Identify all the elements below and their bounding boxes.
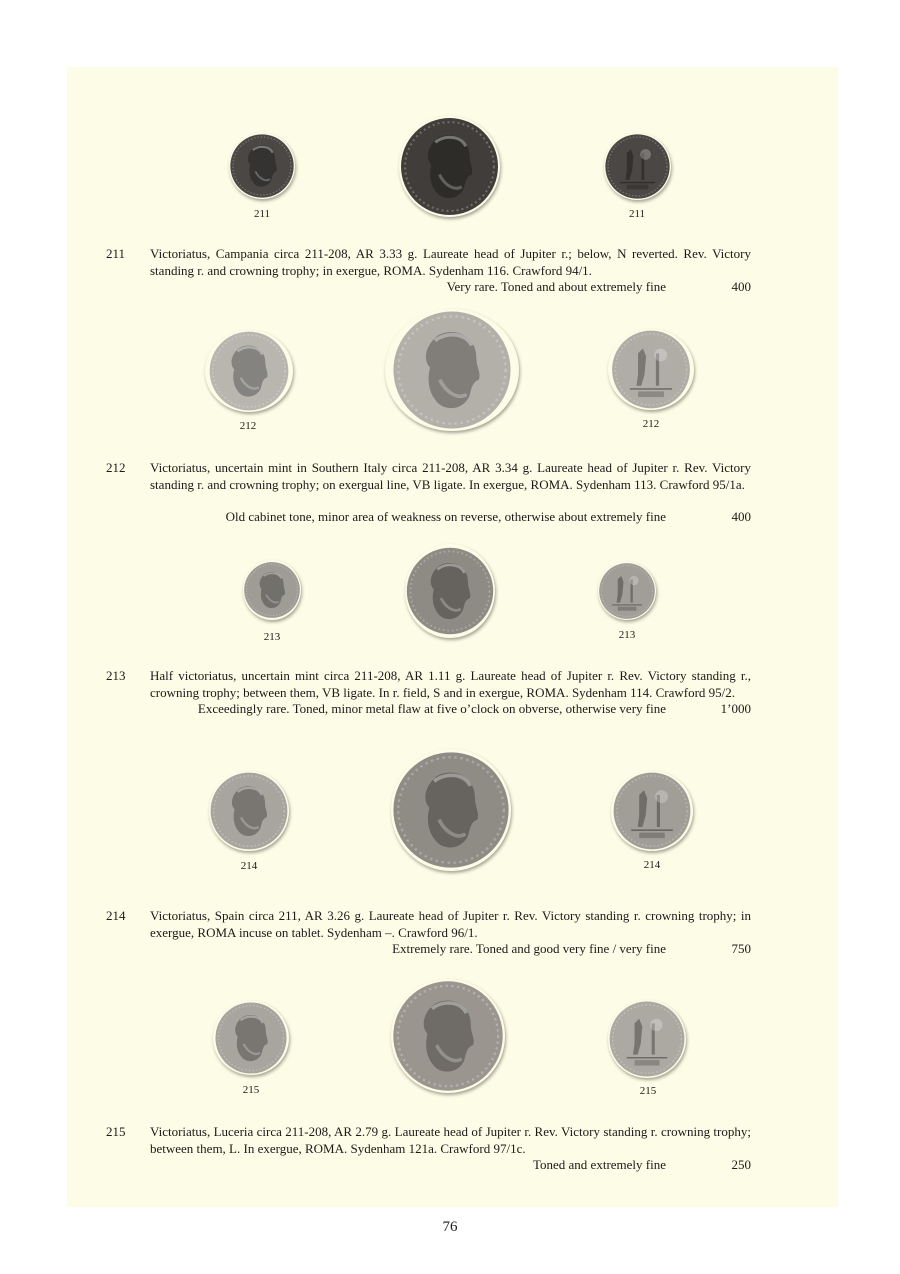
grade-text: Exceedingly rare. Toned, minor metal flaw at five o’clock on obverse, otherwise very fine [197, 701, 666, 716]
jupiter-head-image [405, 544, 495, 638]
lot-number: 212 [106, 460, 126, 475]
reverse-label: 213 [618, 629, 636, 641]
jupiter-head-image [213, 1001, 289, 1075]
coin-reverse-image [608, 329, 694, 410]
grade-line [447, 279, 751, 295]
grade-line [226, 509, 751, 525]
grade-text: Extremely rare. Toned and good very fine / very fine [392, 941, 666, 956]
lot-description: Victoriatus, Campania circa 211-208, AR 3.33 g. Laureate head of Jupiter r.; below, N reverted. Rev. Victory standing r. and crowning trophy; in exergue, ROMA. Sydenham 116. Crawford 94/1. [150, 246, 751, 278]
jupiter-head-image [391, 749, 511, 871]
victory-trophy-image [611, 771, 693, 851]
coin-obverse-image [229, 133, 295, 199]
victory-trophy-image [608, 329, 694, 410]
reverse-label: 211 [628, 208, 646, 220]
coin-obverse-image [209, 771, 289, 851]
coin-obverse-image [205, 330, 293, 412]
obverse-label: 213 [263, 631, 281, 643]
lot-description: Victoriatus, Spain circa 211, AR 3.26 g. Laureate head of Jupiter r. Rev. Victory standing r. crowning trophy; in exergue, ROMA incuse on tablet. Sydenham –. Crawford 96/1. [150, 908, 751, 940]
obverse-label: 212 [239, 420, 257, 432]
victory-trophy-image [608, 1000, 686, 1078]
coin-reverse-image [608, 1000, 686, 1078]
grade-line [198, 701, 751, 717]
lot-number: 211 [106, 246, 126, 261]
jupiter-head-image [391, 979, 505, 1093]
reverse-label: 215 [639, 1085, 657, 1097]
obverse-label: 211 [253, 208, 271, 220]
jupiter-head-image [399, 116, 500, 217]
jupiter-head-image [209, 771, 289, 851]
coin-obverse-enlarged-image [399, 116, 500, 217]
coin-obverse-enlarged-image [385, 309, 519, 431]
reverse-label: 212 [642, 418, 660, 430]
jupiter-head-image [385, 309, 519, 431]
lot-number: 213 [106, 668, 126, 683]
lot-description: Victoriatus, uncertain mint in Southern Italy circa 211-208, AR 3.34 g. Laureate head of Jupiter r. Rev. Victory standing r. and crowning trophy; on exergual line, VB ligate. In exergue, ROMA. Sydenham 113. Crawford 95/1a. [150, 460, 751, 492]
price: 400 [731, 509, 751, 524]
catalog-panel [67, 67, 838, 1207]
price: 1’000 [720, 701, 751, 716]
lot-number: 215 [106, 1124, 126, 1139]
victory-trophy-image [598, 562, 656, 620]
grade-line [392, 941, 751, 957]
page-number: 76 [442, 1219, 458, 1235]
coin-reverse-image [604, 133, 671, 200]
obverse-label: 214 [240, 860, 258, 872]
grade-text: Old cabinet tone, minor area of weakness on reverse, otherwise about extremely fine [225, 509, 666, 524]
jupiter-head-image [243, 560, 301, 620]
lot-description: Half victoriatus, uncertain mint circa 211-208, AR 1.11 g. Laureate head of Jupiter r. Rev. Victory standing r., crowning trophy; between them, VB ligate. In r. field, S and in exergue, ROMA. Sydenham 114. Crawford 95/2. [150, 668, 751, 700]
reverse-label: 214 [643, 859, 661, 871]
price: 250 [731, 1157, 751, 1172]
coin-obverse-image [213, 1001, 289, 1075]
grade-text: Toned and extremely fine [532, 1157, 666, 1172]
jupiter-head-image [229, 133, 295, 199]
coin-reverse-image [598, 562, 656, 620]
victory-trophy-image [604, 133, 671, 200]
obverse-label: 215 [242, 1084, 260, 1096]
grade-text: Very rare. Toned and about extremely fine [446, 279, 666, 294]
price: 750 [731, 941, 751, 956]
jupiter-head-image [205, 330, 293, 412]
coin-obverse-image [243, 560, 301, 620]
lot-number: 214 [106, 908, 126, 923]
coin-reverse-image [611, 771, 693, 851]
grade-line [533, 1157, 751, 1173]
coin-obverse-enlarged-image [405, 544, 495, 638]
coin-obverse-enlarged-image [391, 749, 511, 871]
lot-description: Victoriatus, Luceria circa 211-208, AR 2.79 g. Laureate head of Jupiter r. Rev. Victory standing r. crowning trophy; between them, L. In exergue, ROMA. Sydenham 121a. Crawford 97/1c. [150, 1124, 751, 1156]
coin-obverse-enlarged-image [391, 979, 505, 1093]
price: 400 [731, 279, 751, 294]
